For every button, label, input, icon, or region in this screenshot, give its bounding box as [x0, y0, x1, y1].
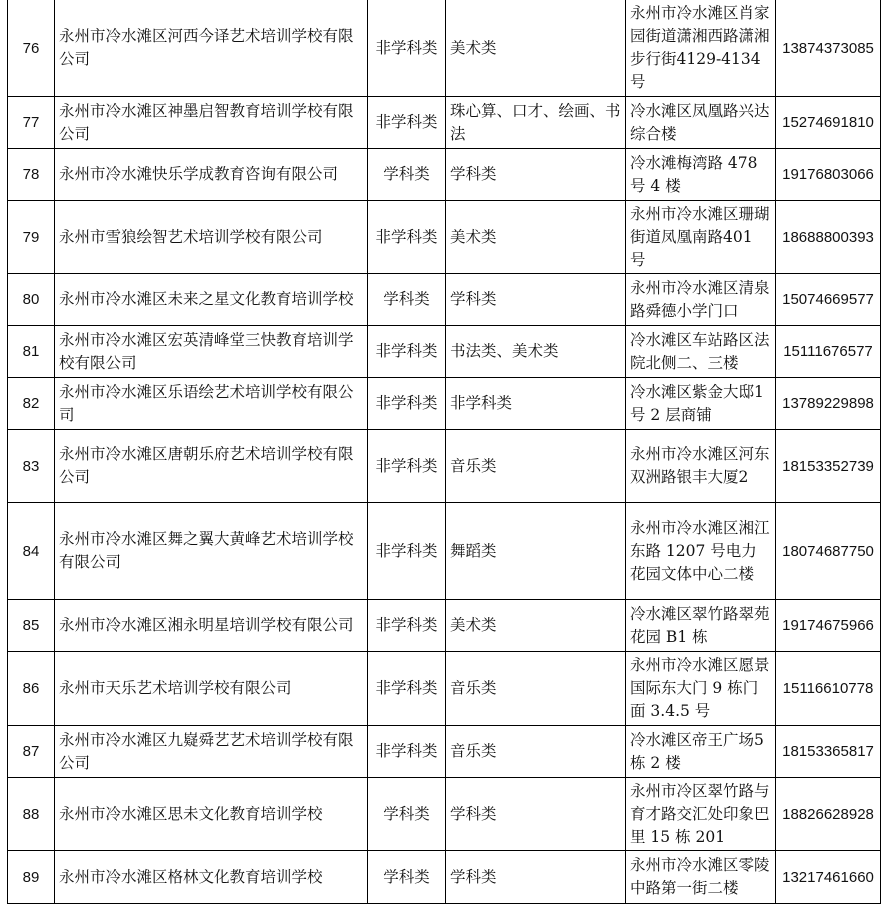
row-number: 77: [22, 114, 40, 131]
category-cell: [368, 430, 446, 503]
row-number: 79: [22, 228, 40, 246]
table-row: [8, 326, 881, 378]
phone-number: 19176803066: [782, 166, 874, 183]
address: 冷水滩区紫金大邸1 号 2 层商铺: [630, 382, 764, 424]
address-cell: [626, 274, 776, 326]
school-name: 永州市冷水滩区河西今译艺术培训学校有限公司: [59, 27, 354, 68]
subject: 舞蹈类: [450, 541, 497, 560]
subject: 学科类: [450, 165, 497, 183]
subject-cell: [446, 652, 626, 726]
row-number: 78: [22, 166, 40, 183]
category-cell: [368, 0, 446, 97]
subject-cell: [446, 430, 626, 503]
school-name-cell: [55, 430, 368, 503]
category-cell: [368, 726, 446, 778]
category-cell: [368, 97, 446, 149]
school-name: 永州市冷水滩区乐语绘艺术培训学校有限公司: [59, 382, 354, 424]
phone-number-cell: [776, 378, 881, 430]
subject-cell: [446, 851, 626, 904]
row-number-cell: [8, 274, 55, 326]
address: 冷水滩区帝王广场5 栋 2 楼: [630, 730, 764, 772]
training-school-table: [7, 0, 881, 904]
category: 非学科类: [375, 227, 438, 246]
phone-number: 19174675966: [782, 617, 874, 634]
phone-number: 15274691810: [782, 114, 874, 131]
subject-cell: [446, 274, 626, 326]
category-cell: [368, 778, 446, 851]
category-cell: [368, 851, 446, 904]
school-name: 永州市雪狼绘智艺术培训学校有限公司: [59, 227, 323, 246]
phone-number: 13789229898: [782, 395, 874, 412]
school-name: 永州市冷水滩区湘永明星培训学校有限公司: [59, 616, 354, 634]
row-number-cell: [8, 652, 55, 726]
phone-number: 15074669577: [782, 291, 874, 308]
subject: 美术类: [450, 38, 497, 57]
school-name: 永州市冷水滩区九嶷舜艺艺术培训学校有限公司: [59, 730, 354, 772]
school-name-cell: [55, 851, 368, 904]
category-cell: [368, 201, 446, 274]
category: 学科类: [383, 290, 430, 308]
row-number-cell: [8, 503, 55, 600]
phone-number: 18826628928: [782, 805, 874, 823]
table-row: [8, 201, 881, 274]
table-row: [8, 503, 881, 600]
subject-cell: [446, 600, 626, 652]
school-name: 永州市冷水滩区神墨启智教育培训学校有限公司: [59, 101, 354, 143]
table-row: [8, 652, 881, 726]
subject: 学科类: [450, 867, 497, 886]
school-name: 永州市冷水滩快乐学成教育咨询有限公司: [59, 165, 339, 183]
category-cell: [368, 274, 446, 326]
address: 永州市冷水滩区湘江东路 1207 号电力花园文体中心二楼: [630, 518, 770, 583]
school-name-cell: [55, 778, 368, 851]
row-number: 82: [22, 395, 40, 412]
table-row: [8, 430, 881, 503]
school-name-cell: [55, 274, 368, 326]
category-cell: [368, 326, 446, 378]
school-name-cell: [55, 378, 368, 430]
row-number: 87: [22, 743, 40, 760]
table-row: [8, 274, 881, 326]
category: 非学科类: [375, 113, 438, 131]
address-cell: [626, 600, 776, 652]
category: 非学科类: [375, 456, 438, 475]
row-number-cell: [8, 778, 55, 851]
address: 永州市冷水滩区珊瑚街道凤凰南路401 号: [630, 204, 770, 269]
row-number: 86: [22, 680, 40, 697]
phone-number: 18688800393: [782, 228, 874, 246]
phone-number-cell: [776, 726, 881, 778]
address: 冷水滩区凤凰路兴达综合楼: [630, 101, 770, 143]
school-name-cell: [55, 503, 368, 600]
row-number: 85: [22, 617, 40, 634]
phone-number-cell: [776, 430, 881, 503]
phone-number: 13217461660: [782, 868, 874, 886]
category-cell: [368, 652, 446, 726]
address: 冷水滩区翠竹路翠苑花园 B1 栋: [630, 604, 770, 646]
category: 学科类: [383, 867, 430, 886]
row-number: 88: [22, 805, 40, 823]
phone-number: 13874373085: [782, 39, 874, 57]
address-cell: [626, 503, 776, 600]
category: 非学科类: [375, 541, 438, 560]
address-cell: [626, 778, 776, 851]
address: 冷水滩梅湾路 478号 4 楼: [630, 153, 758, 195]
school-name: 永州市冷水滩区思未文化教育培训学校: [59, 804, 323, 823]
category: 非学科类: [375, 616, 438, 634]
row-number-cell: [8, 430, 55, 503]
category-cell: [368, 600, 446, 652]
row-number: 89: [22, 868, 40, 886]
category: 非学科类: [375, 38, 438, 57]
subject: 非学科类: [450, 394, 513, 412]
category-cell: [368, 378, 446, 430]
address-cell: [626, 149, 776, 201]
table-body: [8, 0, 881, 904]
subject-cell: [446, 378, 626, 430]
school-name-cell: [55, 201, 368, 274]
phone-number-cell: [776, 652, 881, 726]
address-cell: [626, 851, 776, 904]
subject: 音乐类: [450, 456, 497, 475]
phone-number-cell: [776, 201, 881, 274]
row-number-cell: [8, 326, 55, 378]
table-row: [8, 600, 881, 652]
category: 非学科类: [375, 394, 438, 412]
school-name: 永州市冷水滩区舞之翼大黄峰艺术培训学校有限公司: [59, 530, 354, 571]
phone-number-cell: [776, 600, 881, 652]
address-cell: [626, 726, 776, 778]
phone-number: 18074687750: [782, 542, 874, 560]
category: 非学科类: [375, 679, 438, 697]
address: 永州市冷水滩区肖家园街道潇湘西路潇湘步行街4129-4134 号: [630, 4, 770, 91]
row-number-cell: [8, 600, 55, 652]
subject: 学科类: [450, 290, 497, 308]
school-name: 永州市冷水滩区格林文化教育培训学校: [59, 867, 323, 886]
table-row: [8, 378, 881, 430]
row-number: 81: [22, 343, 40, 360]
category: 非学科类: [375, 342, 438, 360]
subject: 学科类: [450, 804, 497, 823]
address-cell: [626, 378, 776, 430]
subject-cell: [446, 0, 626, 97]
school-name: 永州市冷水滩区唐朝乐府艺术培训学校有限公司: [59, 445, 354, 486]
row-number: 76: [22, 39, 40, 57]
subject-cell: [446, 726, 626, 778]
address-cell: [626, 97, 776, 149]
row-number-cell: [8, 726, 55, 778]
table-row: [8, 778, 881, 851]
table-row: [8, 97, 881, 149]
subject: 美术类: [450, 227, 497, 246]
category: 学科类: [383, 804, 430, 823]
category: 非学科类: [375, 742, 438, 760]
category-cell: [368, 149, 446, 201]
address-cell: [626, 201, 776, 274]
row-number: 80: [22, 291, 40, 308]
address-cell: [626, 652, 776, 726]
row-number-cell: [8, 0, 55, 97]
table-row: [8, 149, 881, 201]
subject: 珠心算、口才、绘画、书法: [450, 101, 621, 143]
phone-number-cell: [776, 97, 881, 149]
row-number-cell: [8, 851, 55, 904]
address: 冷水滩区车站路区法院北侧二、三楼: [630, 330, 770, 372]
school-name: 永州市天乐艺术培训学校有限公司: [59, 679, 292, 697]
subject-cell: [446, 201, 626, 274]
school-name-cell: [55, 600, 368, 652]
phone-number: 15116610778: [782, 680, 874, 697]
subject-cell: [446, 503, 626, 600]
school-name-cell: [55, 326, 368, 378]
school-name-cell: [55, 97, 368, 149]
school-name-cell: [55, 149, 368, 201]
school-name-cell: [55, 726, 368, 778]
address: 永州市冷水滩区清泉路舜德小学门口: [630, 278, 770, 320]
table-row: [8, 0, 881, 97]
school-name-cell: [55, 652, 368, 726]
address: 永州市冷水滩区愿景国际东大门 9 栋门面 3.4.5 号: [630, 656, 770, 720]
phone-number-cell: [776, 326, 881, 378]
category-cell: [368, 503, 446, 600]
row-number: 84: [22, 542, 40, 560]
row-number-cell: [8, 201, 55, 274]
school-name: 永州市冷水滩区宏英清峰堂三快教育培训学校有限公司: [59, 330, 354, 372]
address-cell: [626, 430, 776, 503]
phone-number-cell: [776, 149, 881, 201]
row-number-cell: [8, 149, 55, 201]
phone-number-cell: [776, 274, 881, 326]
phone-number: 18153352739: [782, 457, 874, 475]
phone-number-cell: [776, 851, 881, 904]
phone-number-cell: [776, 503, 881, 600]
subject-cell: [446, 778, 626, 851]
address: 永州市冷水滩区河东双洲路银丰大厦2: [630, 445, 770, 486]
address-cell: [626, 0, 776, 97]
subject: 音乐类: [450, 742, 497, 760]
phone-number: 15111676577: [783, 343, 873, 360]
row-number-cell: [8, 378, 55, 430]
phone-number-cell: [776, 778, 881, 851]
address: 永州市冷区翠竹路与育才路交汇处印象巴里 15 栋 201: [630, 781, 770, 846]
school-name-cell: [55, 0, 368, 97]
address: 永州市冷水滩区零陵中路第一街二楼: [630, 856, 770, 897]
row-number: 83: [22, 457, 40, 475]
address-cell: [626, 326, 776, 378]
table-row: [8, 851, 881, 904]
table-row: [8, 726, 881, 778]
subject-cell: [446, 149, 626, 201]
school-name: 永州市冷水滩区未来之星文化教育培训学校: [59, 290, 354, 308]
subject-cell: [446, 326, 626, 378]
subject: 美术类: [450, 616, 497, 634]
row-number-cell: [8, 97, 55, 149]
phone-number-cell: [776, 0, 881, 97]
subject: 书法类、美术类: [450, 342, 559, 360]
subject-cell: [446, 97, 626, 149]
category: 学科类: [383, 165, 430, 183]
subject: 音乐类: [450, 679, 497, 697]
phone-number: 18153365817: [782, 743, 874, 760]
